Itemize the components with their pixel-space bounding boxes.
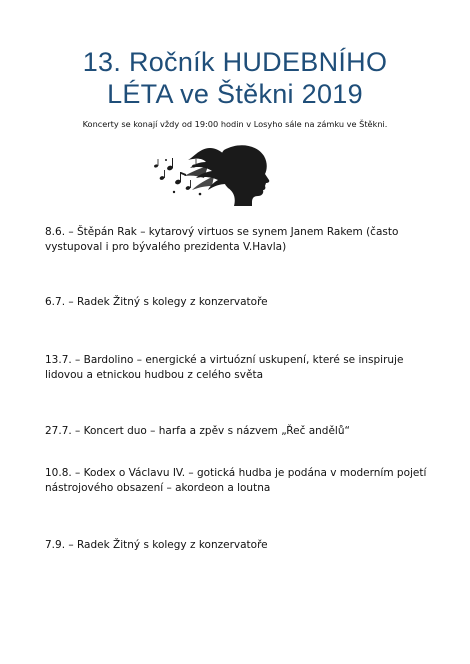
concert-entry [45,466,445,496]
concert-entry [45,353,445,383]
concert-entry-line: lidovou a etnickou hudbou z celého světa [45,369,263,381]
concert-entry-line: nástrojového obsazení – akordeon a loutna [45,482,271,494]
concert-entry-line: vystupoval i pro bývalého prezidenta V.Havla) [45,241,287,253]
concert-time-note: Koncerty se konají vždy od 19:00 hodin v Losyho sále na zámku ve Štěkni. [82,119,388,129]
concert-entry-line: 13.7. – Bardolino – energické a virtuózní uskupení, které se inspiruje [45,354,404,366]
concert-entry-line: 10.8. – Kodex o Václavu IV. – gotická hudba je podána v moderním pojetí [45,467,427,479]
concert-entry-line: 8.6. – Štěpán Rak – kytarový virtuos se synem Janem Rakem (často [45,226,399,238]
concert-entry-line: 6.7. – Radek Žitný s kolegy z konzervatoře [45,296,268,308]
concert-entry-line: 7.9. – Radek Žitný s kolegy z konzervatoře [45,539,268,551]
concert-entry [45,538,445,553]
concert-entry [45,225,445,255]
concert-entry [45,295,445,310]
poster-title-line-2: LÉTA ve Štěkni 2019 [107,79,363,109]
poster-title-line-1: 13. Ročník HUDEBNÍHO [82,47,388,77]
concert-entry-line: 27.7. – Koncert duo – harfa a zpěv s názvem „Řeč andělů“ [45,425,350,437]
concert-entry [45,424,445,439]
musical-head-silhouette-icon [148,136,298,206]
